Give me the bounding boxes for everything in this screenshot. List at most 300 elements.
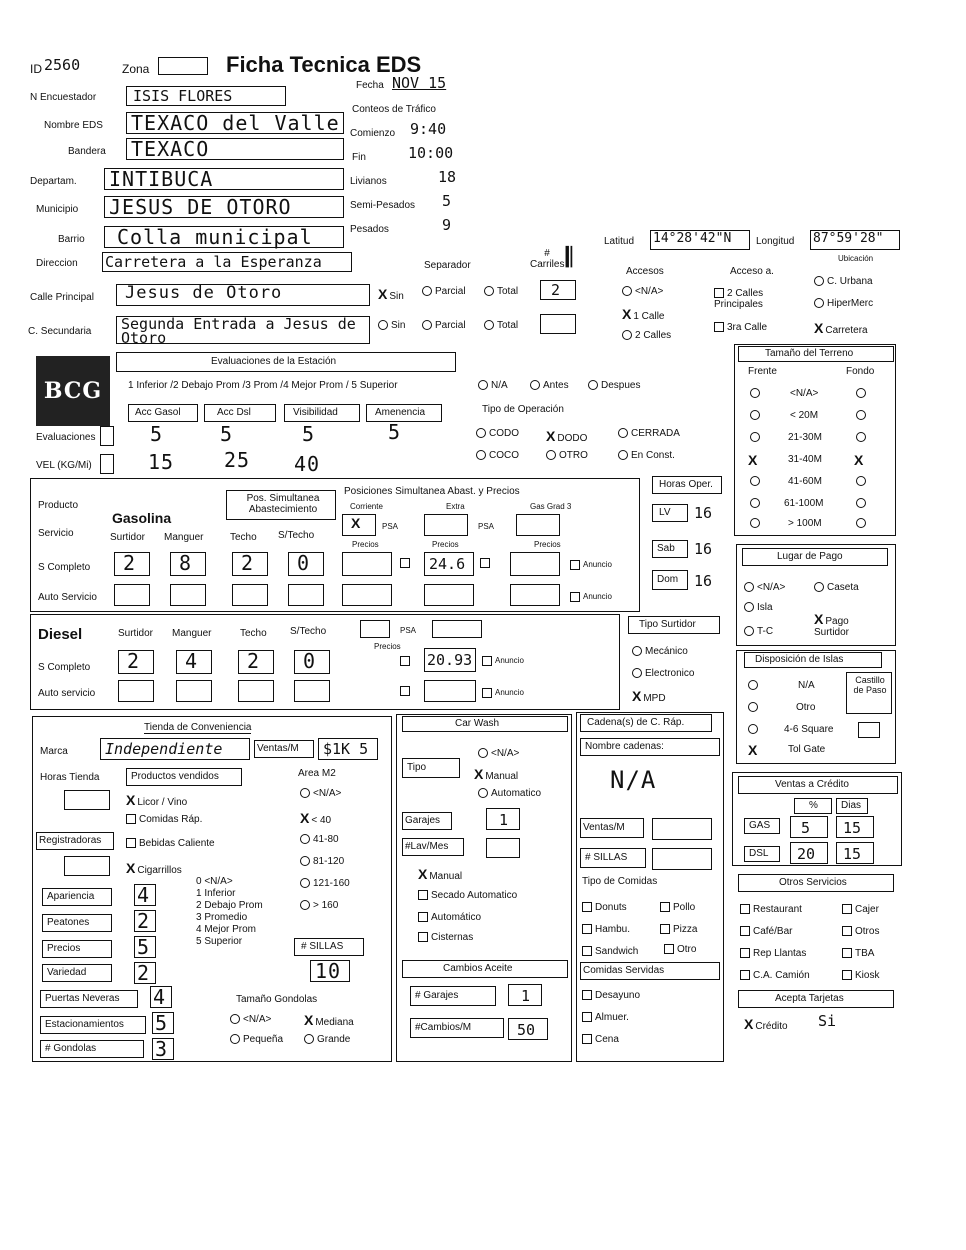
col-stecho: S/Techo (278, 530, 315, 541)
sab-value[interactable]: 16 (694, 540, 713, 558)
id-value[interactable]: 2560 (44, 56, 81, 74)
frente-r2[interactable] (750, 432, 763, 443)
accesos-2calles[interactable]: 2 Calles (622, 330, 671, 341)
vel-label: VEL (KG/Mi) (36, 460, 92, 471)
anuncio-corriente[interactable] (400, 558, 413, 569)
fondo-r1[interactable] (856, 410, 869, 421)
id-label: ID (30, 62, 42, 76)
vel-value-1[interactable]: 15 (148, 450, 175, 474)
tipo-manual[interactable]: X Manual (474, 766, 519, 782)
diesel-auto-stecho[interactable] (294, 680, 330, 702)
fin-value[interactable]: 10:00 (408, 144, 454, 162)
comienzo-value[interactable]: 9:40 (410, 120, 447, 138)
area-81-120[interactable]: 81-120 (300, 856, 344, 867)
frente-r1[interactable] (750, 410, 763, 421)
escala-1: 1 Inferior (196, 888, 236, 899)
neveras-label-box: Puertas Neveras (40, 990, 138, 1008)
lv-label-box: LV (652, 504, 688, 522)
horas-tienda-field[interactable] (64, 790, 110, 810)
productos-label-box: Productos vendidos (126, 768, 242, 786)
evaluaciones-label: Evaluaciones (36, 432, 96, 443)
col-manguer: Manguer (164, 532, 204, 543)
cadena-sillas-field[interactable] (652, 848, 712, 870)
gas-auto-surtidor[interactable] (114, 584, 150, 606)
anuncio-extra[interactable] (480, 558, 493, 569)
col-surtidor: Surtidor (110, 532, 146, 543)
dsl-label-box: DSL (744, 846, 780, 862)
diesel-auto-surtidor[interactable] (118, 680, 154, 702)
ace-garajes-field[interactable]: 1 (508, 984, 542, 1006)
precios-label-box: Precios (42, 940, 112, 958)
sab-label-box: Sab (652, 540, 688, 558)
nombre-label: Nombre EDS (44, 120, 103, 131)
registradoras-field[interactable] (64, 856, 110, 876)
islas-square-box[interactable] (858, 722, 880, 738)
pago-na[interactable]: <N/A> (744, 582, 785, 593)
frente-r4[interactable] (750, 476, 763, 487)
scompleto-label: S Completo (38, 562, 91, 573)
cw-cisternas[interactable]: Cisternas (418, 932, 473, 943)
fondo-r5[interactable] (856, 498, 869, 509)
cw-manual[interactable]: X Manual (418, 866, 463, 882)
area-121-160[interactable]: 121-160 (300, 878, 350, 889)
surtidor-mpd[interactable]: X MPD (632, 688, 666, 704)
acceso-2calles-p[interactable]: 2 Calles Principales (714, 288, 764, 310)
os-cajer[interactable]: Cajer (842, 904, 879, 915)
accesos-label: Accesos (626, 266, 664, 277)
diesel-surtidor-field[interactable]: 2 (118, 650, 154, 674)
diesel-col-techo: Techo (240, 628, 267, 639)
separador-label: Separador (424, 260, 471, 271)
nombre-value: TEXACO del Valle (131, 111, 340, 135)
precio-corriente-field[interactable] (342, 552, 392, 576)
cs-cena[interactable]: Cena (582, 1034, 619, 1045)
diesel-precio-field[interactable]: 20.93 (424, 648, 476, 672)
page-title: Ficha Tecnica EDS (226, 52, 422, 77)
evaluaciones-bracket (100, 426, 114, 446)
tc-pollo[interactable]: Pollo (660, 902, 695, 913)
castillo-box[interactable]: Castillo de Paso (846, 672, 892, 714)
tarjetas-title: Acepta Tarjetas (738, 990, 894, 1008)
diesel-anuncio[interactable]: Anuncio (482, 656, 524, 666)
dom-value[interactable]: 16 (694, 572, 713, 590)
precio-extra-field[interactable]: 24.6 (424, 552, 474, 576)
eval-na[interactable]: N/A (478, 380, 508, 391)
sep2-sin[interactable]: Sin (378, 320, 405, 331)
islas-title: Disposición de Islas (744, 652, 882, 668)
cs-almuer[interactable]: Almuer. (582, 1012, 629, 1023)
eval-despues[interactable]: Despues (588, 380, 640, 391)
os-camion[interactable]: C.A. Camión (740, 970, 810, 981)
encuestador-value: ISIS FLORES (133, 87, 233, 105)
diesel-techo-field[interactable]: 2 (238, 650, 274, 674)
corriente-psa-box[interactable]: X (342, 514, 376, 536)
eval-col-accgasol: Acc Gasol (128, 404, 198, 422)
direccion-field[interactable] (102, 252, 352, 272)
escala-4: 4 Mejor Prom (196, 924, 257, 935)
terreno-row-3: 31-40M (788, 454, 822, 465)
sillas-field[interactable]: 10 (310, 960, 350, 982)
fecha-value[interactable]: NOV 15 (392, 74, 447, 92)
diesel-auto-techo[interactable] (238, 680, 274, 702)
tc-sandwich[interactable]: Sandwich (582, 946, 638, 957)
diesel-title: Diesel (38, 626, 83, 643)
latitud-label: Latitud (604, 236, 635, 247)
gas-stecho-field[interactable]: 0 (288, 552, 324, 576)
cw-secado[interactable]: Secado Automatico (418, 890, 517, 901)
fondo-r3[interactable]: X (854, 452, 864, 468)
ubic-urbana[interactable]: C. Urbana (814, 276, 873, 287)
sep2-total[interactable]: Total (484, 320, 518, 331)
variedad-field[interactable]: 2 (134, 962, 156, 984)
credito-dias-label: Dias (836, 798, 868, 814)
gas-pct-field[interactable]: 5 (790, 816, 828, 838)
sep-parcial[interactable]: Parcial (422, 286, 466, 297)
depto-value: INTIBUCA (109, 167, 214, 191)
diesel-precios-label: Precios (374, 642, 401, 651)
dom-label-box: Dom (652, 570, 688, 590)
cadena-nombre-value[interactable]: N/A (610, 766, 657, 794)
op-cerrada[interactable]: CERRADA (618, 428, 680, 439)
dsl-pct-field[interactable]: 20 (790, 842, 828, 864)
op-enconst[interactable]: En Const. (618, 450, 675, 461)
ubic-hipermerc[interactable]: HiperMerc (814, 298, 873, 309)
garajes-field[interactable]: 1 (486, 808, 520, 830)
neveras-field[interactable]: 4 (150, 986, 172, 1008)
encuestador-field[interactable] (126, 86, 286, 106)
prod-cigarrillos[interactable]: X Cigarrillos (126, 860, 182, 876)
pesados-label: Pesados (350, 224, 389, 235)
carriles-label: # Carriles (530, 248, 565, 270)
cadena-nombre-label-box: Nombre cadenas: (580, 738, 720, 756)
escala-2: 2 Debajo Prom (196, 900, 263, 911)
bandera-label: Bandera (68, 146, 106, 157)
cs-desayuno[interactable]: Desayuno (582, 990, 640, 1001)
anuncio-gas3[interactable]: Anuncio (570, 560, 612, 570)
fondo-r2[interactable] (856, 432, 869, 443)
os-kiosk[interactable]: Kiosk (842, 970, 879, 981)
area-160[interactable]: > 160 (300, 900, 338, 911)
frente-r3[interactable]: X (748, 452, 758, 468)
fondo-r6[interactable] (856, 518, 869, 529)
diesel-scompleto-label: S Completo (38, 662, 91, 673)
islas-otro-label: Otro (796, 702, 816, 713)
acceso-3ra[interactable]: 3ra Calle (714, 322, 767, 333)
tc-pizza[interactable]: Pizza (660, 924, 697, 935)
os-tba[interactable]: TBA (842, 948, 874, 959)
vel-value-3[interactable]: 40 (294, 452, 321, 476)
op-otro[interactable]: OTRO (546, 450, 588, 461)
bandera-field[interactable] (126, 138, 344, 160)
carriles2-field[interactable] (540, 314, 576, 334)
traffic-light-icon: 𝄃 (566, 242, 572, 272)
semi-value[interactable]: 5 (442, 192, 452, 210)
fecha-label: Fecha (356, 80, 384, 91)
marca-field[interactable]: Independiente (100, 738, 250, 760)
os-restaurant[interactable]: Restaurant (740, 904, 802, 915)
pesados-value[interactable]: 9 (442, 216, 452, 234)
eval-value-1[interactable]: 5 (150, 422, 164, 446)
eval-col-visibilidad: Visibilidad (284, 404, 360, 422)
ubic-carretera[interactable]: X Carretera (814, 320, 868, 336)
gas-auto-precio2[interactable] (424, 584, 474, 606)
calle-label: Calle Principal (30, 292, 94, 303)
prod-comidas[interactable]: Comidas Ráp. (126, 814, 202, 825)
tipo-label-box: Tipo (402, 758, 460, 778)
accesos-na[interactable]: <N/A> (622, 286, 663, 297)
vel-bracket (100, 454, 114, 474)
terreno-row-6: > 100M (788, 518, 822, 529)
pos-sim2-label: Posiciones Simultanea Abast. y Precios (344, 486, 520, 497)
barrio-field[interactable] (104, 226, 344, 248)
gas-techo-field[interactable]: 2 (232, 552, 268, 576)
prod-bebidas[interactable]: Bebidas Caliente (126, 838, 215, 849)
tarjetas-credito[interactable]: X Crédito (744, 1016, 788, 1032)
ventas-label-box: Ventas/M (254, 740, 314, 758)
vel-value-2[interactable]: 25 (224, 448, 251, 472)
tam-pequena[interactable]: Pequeña (230, 1034, 283, 1045)
terreno-row-2: 21-30M (788, 432, 822, 443)
livianos-label: Livianos (350, 176, 387, 187)
diesel-auto-chk1[interactable] (400, 686, 413, 697)
encuestador-label: N Encuestador (30, 92, 97, 103)
escala-0: 0 <N/A> (196, 876, 233, 887)
islas-na-radio[interactable] (748, 680, 761, 691)
longitud-label: Longitud (756, 236, 795, 247)
lv-value[interactable]: 16 (694, 504, 713, 522)
autoserv-label: Auto Servicio (38, 592, 97, 603)
ventas-field[interactable]: $1K 5 (318, 738, 378, 760)
pago-surtidor[interactable]: X Pago Surtidor (814, 611, 850, 638)
garajes-label-box: Garajes (402, 812, 452, 830)
extra-psa-box[interactable] (424, 514, 468, 536)
diesel-psa-box2[interactable] (432, 620, 482, 638)
calle-field[interactable] (116, 284, 370, 306)
dsl-dias-field[interactable]: 15 (836, 842, 874, 864)
calle-value: Jesus de Otoro (125, 283, 283, 303)
ace-garajes-label-box: # Garajes (410, 986, 496, 1006)
diesel-manguer-field[interactable]: 4 (176, 650, 212, 674)
gas-manguer-field[interactable]: 8 (170, 552, 206, 576)
terreno-row-5: 61-100M (784, 498, 824, 509)
municipio-field[interactable] (104, 196, 344, 218)
gas-auto-stecho[interactable] (288, 584, 324, 606)
municipio-label: Municipio (36, 204, 79, 215)
tarjetas-valor[interactable]: Si (818, 1012, 837, 1030)
frente-r5[interactable] (750, 498, 763, 509)
zona-field[interactable] (158, 57, 208, 75)
diesel-auto-precio[interactable] (424, 680, 476, 702)
terreno-row-4: 41-60M (788, 476, 822, 487)
area-40[interactable]: X < 40 (300, 810, 332, 826)
precios-corriente: Precios (352, 540, 379, 549)
os-otros[interactable]: Otros (842, 926, 879, 937)
gondolas-field[interactable]: 3 (152, 1038, 174, 1060)
csec-label: C. Secundaria (28, 326, 92, 337)
corriente-psa-label: PSA (382, 522, 399, 531)
diesel-auto-label: Auto servicio (38, 688, 96, 699)
livianos-value[interactable]: 18 (438, 168, 457, 186)
pos-sim-box: Pos. Simultanea Abastecimiento (226, 490, 336, 520)
tipo-comidas-title: Tipo de Comidas (582, 876, 658, 887)
semi-label: Semi-Pesados (350, 200, 416, 211)
eval-value-4[interactable]: 5 (388, 420, 402, 444)
precios-field[interactable]: 5 (134, 936, 156, 958)
area-41-80[interactable]: 41-80 (300, 834, 339, 845)
acceso-a-label: Acceso a. (730, 266, 774, 277)
precio-gas3-field[interactable] (510, 552, 560, 576)
diesel-anuncio-chk1[interactable] (400, 656, 413, 667)
sep-total[interactable]: Total (484, 286, 518, 297)
csec-field[interactable] (116, 315, 370, 347)
gas3-psa-box[interactable] (516, 514, 560, 536)
sep2-parcial[interactable]: Parcial (422, 320, 466, 331)
apariencia-label-box: Apariencia (42, 888, 112, 906)
gas-label-box: GAS (744, 818, 780, 834)
gas-dias-field[interactable]: 15 (836, 816, 874, 838)
surtidor-title: Tipo Surtidor (628, 616, 720, 634)
grade-gas3: Gas Grad 3 (530, 502, 572, 511)
diesel-psa-label: PSA (400, 626, 417, 635)
fin-label: Fin (352, 152, 366, 163)
islas-square-label: 4-6 Square (784, 724, 834, 735)
servidas-title: Comidas Servidas (580, 962, 720, 980)
tipo-na[interactable]: <N/A> (478, 748, 519, 759)
precios-gas3: Precios (534, 540, 561, 549)
escala-5: 5 Superior (196, 936, 243, 947)
diesel-col-surtidor: Surtidor (118, 628, 154, 639)
cw-automatico[interactable]: Automático (418, 912, 481, 923)
terreno-row-1: < 20M (790, 410, 819, 421)
gas-auto-techo[interactable] (232, 584, 268, 606)
eval-title-box: Evaluaciones de la Estación (116, 352, 456, 372)
latitud-field[interactable]: 14°28'42"N (650, 230, 750, 250)
tam-grande[interactable]: Grande (304, 1034, 350, 1045)
tc-hambu[interactable]: Hambu. (582, 924, 630, 935)
gas-auto-precio3[interactable] (510, 584, 560, 606)
pago-isla[interactable]: Isla (744, 602, 773, 613)
op-codo[interactable]: CODO (476, 428, 519, 439)
eval-antes[interactable]: Antes (530, 380, 569, 391)
frente-r0[interactable] (750, 388, 763, 399)
peatones-field[interactable]: 2 (134, 910, 156, 932)
tam-na[interactable]: <N/A> (230, 1014, 271, 1025)
bandera-value: TEXACO (131, 137, 210, 161)
registradoras-label-box: Registradoras (36, 832, 114, 850)
marca-label: Marca (40, 746, 68, 757)
pago-tc[interactable]: T-C (744, 626, 773, 637)
fondo-r0[interactable] (856, 388, 869, 399)
pago-caseta[interactable]: Caseta (814, 582, 859, 593)
producto-label: Producto (38, 500, 79, 511)
frente-r6[interactable] (750, 518, 763, 529)
diesel-auto-manguer[interactable] (176, 680, 212, 702)
csec-value: Segunda Entrada a Jesus de Otoro (121, 315, 356, 347)
accesos-1calle[interactable]: X 1 Calle (622, 306, 665, 322)
tipo-op-label: Tipo de Operación (482, 404, 564, 415)
gas-auto-manguer[interactable] (170, 584, 206, 606)
eval-value-3[interactable]: 5 (302, 422, 316, 446)
op-coco[interactable]: COCO (476, 450, 519, 461)
cadena-ventas-label-box: Ventas/M (580, 818, 644, 838)
bcg-logo: BCG (36, 356, 110, 426)
cadena-sillas-label-box: # SILLAS (580, 848, 646, 868)
apariencia-field[interactable]: 4 (134, 884, 156, 906)
anuncio-auto[interactable]: Anuncio (570, 592, 612, 602)
diesel-auto-anuncio[interactable]: Anuncio (482, 688, 524, 698)
eval-value-2[interactable]: 5 (220, 422, 234, 446)
estacionamientos-field[interactable]: 5 (152, 1012, 174, 1034)
gasolina-title: Gasolina (112, 510, 172, 526)
horas-tienda-label: Horas Tienda (40, 772, 100, 783)
longitud-field[interactable]: 87°59'28" (810, 230, 900, 250)
eval-col-amenencia: Amenencia (366, 404, 442, 422)
cadena-section (576, 712, 724, 1062)
diesel-col-manguer: Manguer (172, 628, 212, 639)
direccion-label: Direccion (36, 258, 78, 269)
tam-gondolas-label: Tamaño Gondolas (236, 994, 318, 1005)
otros-title: Otros Servicios (738, 874, 894, 892)
tipo-automatico[interactable]: Automatico (478, 788, 541, 799)
gondolas-label-box: # Gondolas (40, 1040, 144, 1058)
os-cafebar[interactable]: Café/Bar (740, 926, 792, 937)
diesel-stecho-field[interactable]: 0 (294, 650, 330, 674)
islas-tolgate-radio[interactable]: X (748, 742, 758, 758)
prod-licor[interactable]: X Licor / Vino (126, 792, 188, 808)
pago-title: Lugar de Pago (742, 548, 888, 566)
cadena-ventas-field[interactable] (652, 818, 712, 840)
lav-field[interactable] (486, 838, 520, 858)
extra-psa-label: PSA (478, 522, 495, 531)
comienzo-label: Comienzo (350, 128, 396, 139)
eval-col-accdsl: Acc Dsl (204, 404, 276, 422)
aceite-title: Cambios Aceite (402, 960, 568, 978)
nombre-field[interactable] (126, 112, 344, 134)
islas-otro-radio[interactable] (748, 702, 761, 713)
sep-sin[interactable]: X Sin (378, 286, 404, 302)
sillas-label-box: # SILLAS (294, 938, 364, 956)
cadena-title: Cadena(s) de C. Ráp. (580, 714, 712, 732)
tienda-title: Tienda de Conveniencia (144, 722, 252, 733)
horas-title: Horas Oper. (652, 476, 722, 494)
fondo-r4[interactable] (856, 476, 869, 487)
col-techo: Techo (230, 532, 257, 543)
op-dodo[interactable]: X DODO (546, 428, 588, 444)
depto-field[interactable] (104, 168, 344, 190)
surtidor-mecanico[interactable]: Mecánico (632, 646, 688, 657)
surtidor-electronico[interactable]: Electronico (632, 668, 694, 679)
fondo-label: Fondo (846, 366, 875, 377)
islas-square-radio[interactable] (748, 724, 761, 735)
conteos-label: Conteos de Tráfico (352, 104, 436, 115)
tc-donuts[interactable]: Donuts (582, 902, 627, 913)
tc-otro[interactable]: Otro (664, 944, 696, 955)
carwash-title: Car Wash (402, 716, 568, 732)
direccion-value: Carretera a la Esperanza (105, 253, 322, 271)
area-na[interactable]: <N/A> (300, 788, 341, 799)
diesel-psa-box[interactable] (360, 620, 390, 638)
gas-surtidor-field[interactable]: 2 (114, 552, 150, 576)
estacionamientos-label-box: Estacionamientos (40, 1016, 146, 1034)
cambios-field[interactable]: 50 (508, 1018, 548, 1040)
credito-title: Ventas a Crédito (738, 776, 898, 794)
gas-auto-precio1[interactable] (342, 584, 392, 606)
tam-mediana[interactable]: X Mediana (304, 1012, 354, 1028)
os-repllantas[interactable]: Rep Llantas (740, 948, 806, 959)
carriles-field[interactable]: 2 (540, 280, 576, 300)
servicio-label: Servicio (38, 528, 74, 539)
cambios-label-box: #Cambios/M (410, 1018, 504, 1038)
